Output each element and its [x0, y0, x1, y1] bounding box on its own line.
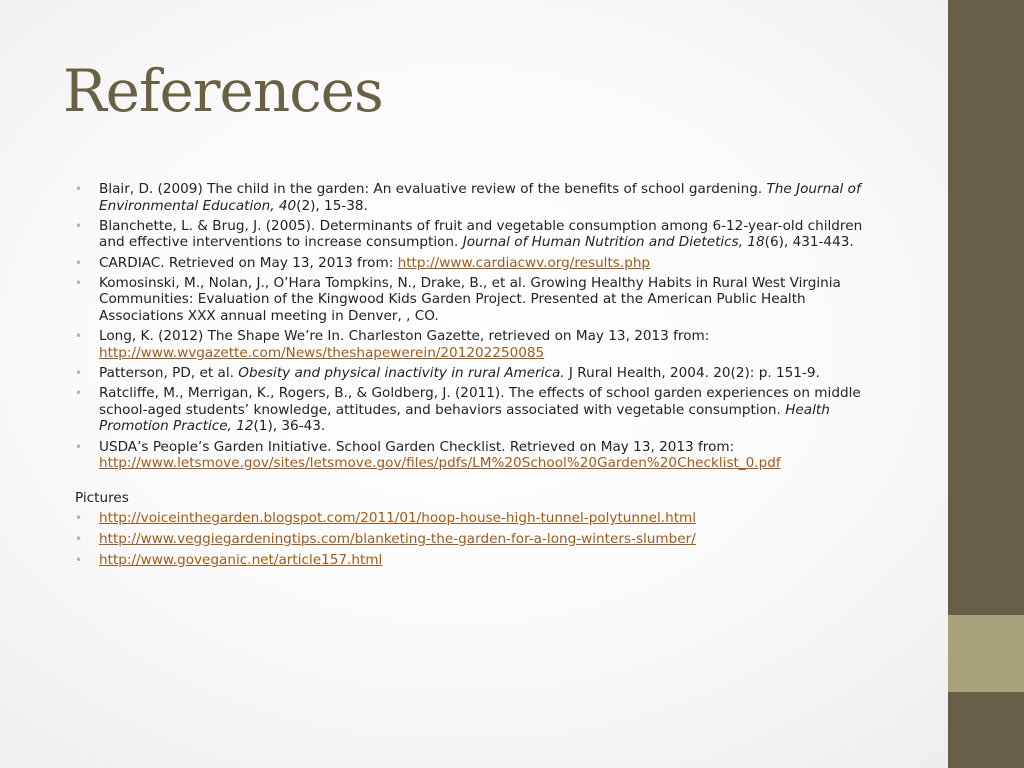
reference-text: Ratcliffe, M., Merrigan, K., Rogers, B., & Goldberg, J. (2011). The effects of school garden experiences on middle school-aged students’ knowledge, attitudes, and behaviors associated with vegetable consumption.	[99, 385, 861, 418]
bullet-icon: •	[75, 182, 83, 196]
reference-item	[75, 439, 885, 472]
picture-link[interactable]: http://www.veggiegardeningtips.com/blanketing-the-garden-for-a-long-winters-slumber/	[99, 530, 696, 547]
reference-item	[75, 275, 885, 325]
bullet-icon: •	[75, 531, 83, 546]
picture-item	[75, 531, 885, 548]
reference-text: Long, K. (2012) The Shape We’re In. Charleston Gazette, retrieved on May 13, 2013 from:	[99, 328, 710, 345]
picture-item	[75, 552, 885, 569]
bullet-icon: •	[75, 511, 83, 526]
bullet-icon: •	[75, 386, 83, 401]
reference-journal: The Journal of Environmental Education, 40	[99, 181, 861, 214]
reference-item	[75, 181, 885, 214]
bullet-icon: •	[75, 275, 83, 290]
references-list	[75, 181, 885, 472]
picture-item	[75, 510, 885, 527]
reference-text: Blair, D. (2009) The child in the garden: An evaluative review of the benefits of school gardening.	[99, 181, 767, 197]
reference-citation: J Rural Health, 2004. 20(2): p. 151-9.	[564, 364, 820, 381]
bullet-icon: •	[75, 439, 83, 454]
reference-item	[75, 365, 885, 382]
reference-text: Blanchette, L. & Brug, J. (2005). Determinants of fruit and vegetable consumption among 6-12-year-old children and effective interventions to increase consumption.	[99, 217, 863, 251]
pictures-heading: Pictures	[75, 489, 129, 506]
reference-text: Patterson, PD, et al.	[99, 364, 239, 381]
bullet-icon: •	[75, 329, 83, 344]
reference-citation: (1), 36-43.	[253, 418, 326, 435]
slide-title: References	[63, 57, 383, 125]
reference-link[interactable]: http://www.letsmove.gov/sites/letsmove.gov/files/pdfs/LM%20School%20Garden%20Checklist_0.pdf	[99, 455, 781, 472]
bullet-icon: •	[75, 365, 83, 380]
reference-citation: (6), 431-443.	[764, 234, 854, 251]
picture-link[interactable]: http://www.goveganic.net/article157.html	[99, 551, 383, 568]
reference-item	[75, 218, 885, 251]
sidebar-accent-block	[948, 615, 1024, 692]
reference-journal: Journal of Human Nutrition and Dietetics, 18	[462, 234, 765, 251]
reference-text: USDA’s People’s Garden Initiative. School Garden Checklist. Retrieved on May 13, 2013 from:	[99, 438, 735, 455]
reference-item	[75, 385, 885, 435]
bullet-icon: •	[75, 255, 83, 270]
references-content	[75, 181, 885, 573]
reference-citation: (2), 15-38.	[296, 197, 368, 214]
pictures-list	[75, 510, 885, 568]
reference-journal: Health Promotion Practice, 12	[99, 401, 830, 435]
bullet-icon: •	[75, 218, 83, 233]
reference-text: Komosinski, M., Nolan, J., O’Hara Tompkins, N., Drake, B., et al. Growing Healthy Habits in Rural West Virginia Communities: Evaluation of the Kingwood Kids Garden Project. Presented at the American Public Health Associations XXX annual meeting in Denver, , CO.	[99, 274, 841, 324]
reference-link[interactable]: http://www.wvgazette.com/News/theshapewerein/201202250085	[99, 344, 545, 361]
reference-item	[75, 328, 885, 361]
reference-text: CARDIAC. Retrieved on May 13, 2013 from:	[99, 254, 398, 271]
reference-item	[75, 255, 885, 272]
reference-journal: Obesity and physical inactivity in rural America.	[238, 364, 565, 381]
bullet-icon: •	[75, 552, 83, 567]
reference-link[interactable]: http://www.cardiacwv.org/results.php	[397, 254, 651, 271]
picture-link[interactable]: http://voiceinthegarden.blogspot.com/2011/01/hoop-house-high-tunnel-polytunnel.html	[99, 510, 697, 527]
